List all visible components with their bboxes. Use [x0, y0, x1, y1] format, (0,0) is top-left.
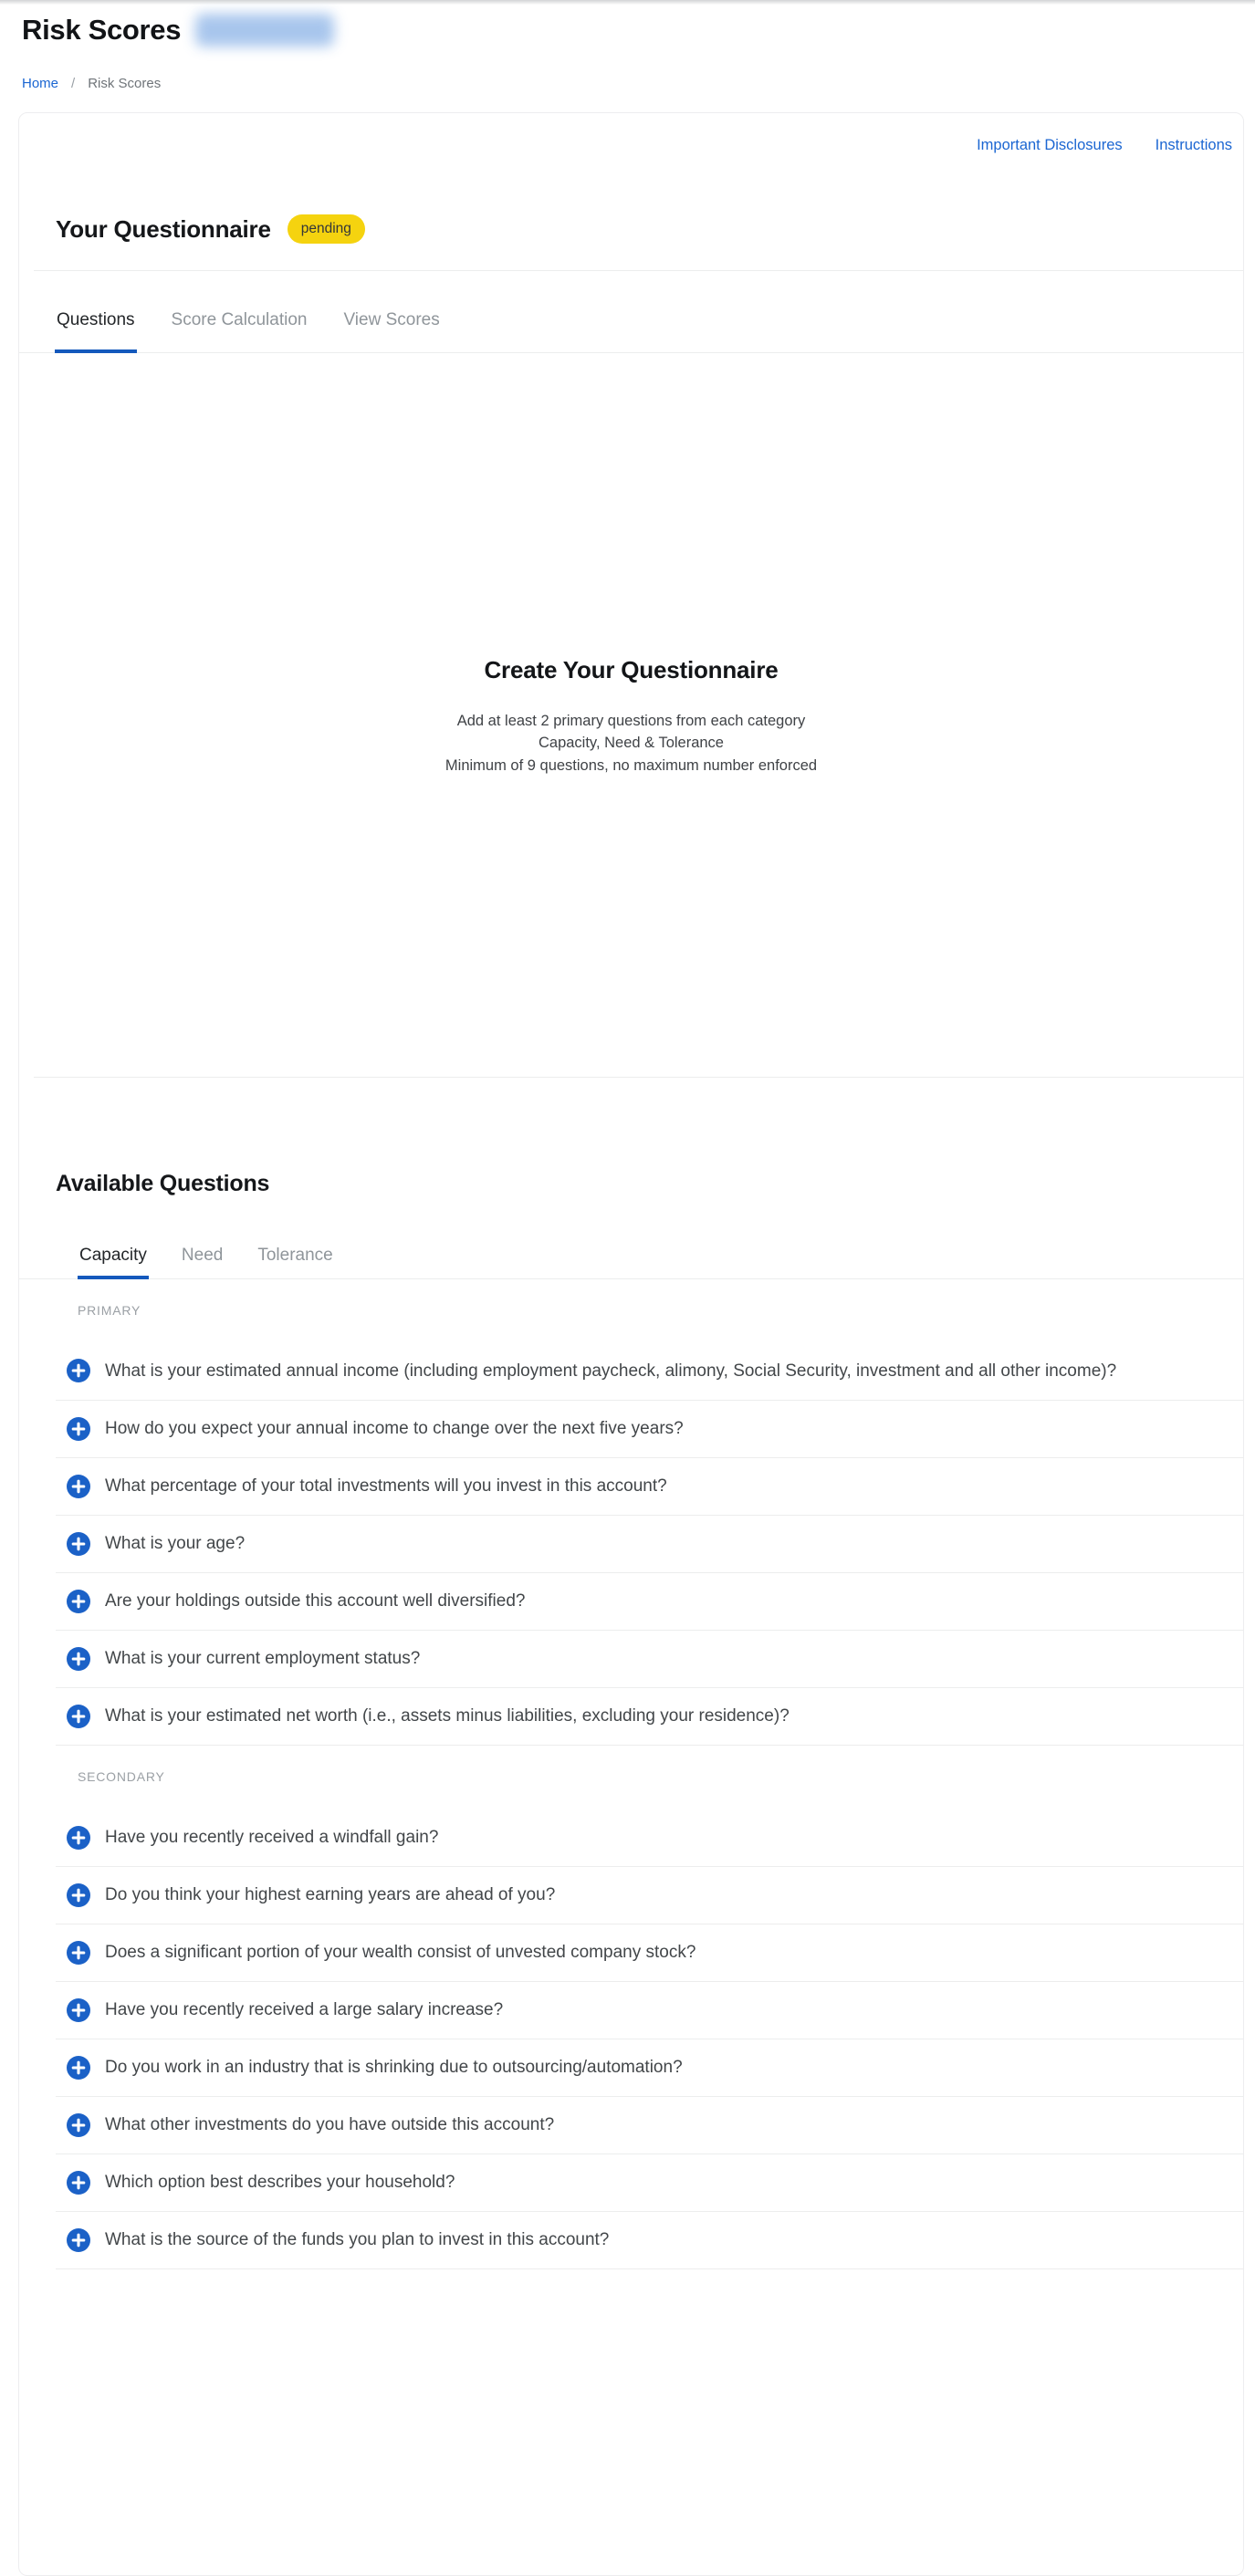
questionnaire-tabs — [19, 271, 1243, 353]
available-questions-section — [19, 1171, 1243, 2269]
breadcrumb — [22, 76, 1233, 91]
plus-icon — [67, 2171, 90, 2195]
add-question-button[interactable] — [67, 1826, 90, 1850]
empty-state — [19, 353, 1243, 1051]
question-text: What is your age? — [105, 1534, 246, 1553]
secondary-group-label: SECONDARY — [78, 1769, 165, 1784]
status-badge: pending — [288, 214, 365, 244]
question-text: Does a significant portion of your wealth consist of unvested company stock? — [105, 1943, 696, 1962]
question-text: Which option best describes your household? — [105, 2173, 455, 2192]
empty-state-line-2: Capacity, Need & Tolerance — [538, 735, 724, 751]
add-question-button[interactable] — [67, 1590, 90, 1613]
breadcrumb-separator: / — [71, 76, 76, 91]
add-question-button[interactable] — [67, 1998, 90, 2022]
add-question-button[interactable] — [67, 1705, 90, 1728]
question-text: How do you expect your annual income to change over the next five years? — [105, 1419, 684, 1438]
question-row-5 — [56, 1573, 1243, 1631]
add-question-button[interactable] — [67, 2113, 90, 2137]
available-questions-title: Available Questions — [56, 1171, 270, 1196]
questionnaire-tab-2[interactable] — [170, 271, 309, 353]
add-question-button[interactable] — [67, 1417, 90, 1441]
question-row-4 — [56, 1982, 1243, 2039]
questionnaire-tab-1[interactable] — [55, 271, 137, 353]
question-text: What is the source of the funds you plan to invest in this account? — [105, 2230, 610, 2249]
plus-icon — [67, 1532, 90, 1556]
empty-state-line-3: Minimum of 9 questions, no maximum number enforced — [444, 756, 818, 774]
card-header-links — [19, 113, 1243, 154]
question-text: What is your estimated annual income (including employment paycheck, alimony, Social Security, investment and all other income)? — [105, 1361, 1117, 1381]
question-row-5 — [56, 2039, 1243, 2097]
plus-icon — [67, 1705, 90, 1728]
tab-label: View Scores — [343, 309, 440, 329]
instructions-link[interactable]: Instructions — [1155, 137, 1232, 153]
redacted-title-badge — [195, 14, 334, 47]
plus-icon — [67, 2113, 90, 2137]
question-row-7 — [56, 2154, 1243, 2212]
question-row-3 — [56, 1458, 1243, 1516]
add-question-button[interactable] — [67, 1532, 90, 1556]
plus-icon — [67, 1941, 90, 1965]
question-text: What is your current employment status? — [105, 1649, 421, 1668]
plus-icon — [67, 1647, 90, 1671]
breadcrumb-current: Risk Scores — [88, 76, 162, 91]
tab-label: Score Calculation — [171, 309, 308, 329]
add-question-button[interactable] — [67, 2056, 90, 2080]
question-row-2 — [56, 1867, 1243, 1924]
category-tab-2[interactable] — [180, 1197, 225, 1279]
question-text: Do you work in an industry that is shrinking due to outsourcing/automation? — [105, 2058, 683, 2077]
question-row-2 — [56, 1401, 1243, 1458]
page-title: Risk Scores — [22, 14, 182, 46]
tab-label: Capacity — [79, 1246, 147, 1265]
add-question-button[interactable] — [67, 1883, 90, 1907]
question-row-1 — [56, 1809, 1243, 1867]
question-row-1 — [56, 1343, 1243, 1401]
add-question-button[interactable] — [67, 2228, 90, 2252]
question-row-6 — [56, 2097, 1243, 2154]
plus-icon — [67, 1417, 90, 1441]
tab-label: Tolerance — [257, 1246, 333, 1265]
secondary-question-list — [56, 1809, 1243, 2269]
plus-icon — [67, 1475, 90, 1498]
question-row-7 — [56, 1688, 1243, 1746]
add-question-button[interactable] — [67, 1475, 90, 1498]
add-question-button[interactable] — [67, 2171, 90, 2195]
plus-icon — [67, 1359, 90, 1382]
question-text: Have you recently received a windfall gain? — [105, 1828, 439, 1847]
category-tabs — [19, 1197, 1243, 1279]
question-row-3 — [56, 1924, 1243, 1982]
question-row-6 — [56, 1631, 1243, 1688]
question-text: Are your holdings outside this account well diversified? — [105, 1591, 526, 1611]
question-text: What percentage of your total investments will you invest in this account? — [105, 1476, 667, 1496]
plus-icon — [67, 2228, 90, 2252]
category-tab-3[interactable] — [256, 1197, 334, 1279]
question-text: Have you recently received a large salary increase? — [105, 2000, 504, 2019]
primary-question-list — [56, 1343, 1243, 1746]
questionnaire-card — [18, 112, 1244, 2576]
primary-group-label: PRIMARY — [78, 1303, 141, 1318]
page-header — [0, 5, 1255, 91]
tab-label: Need — [181, 1246, 224, 1265]
plus-icon — [67, 1883, 90, 1907]
question-row-4 — [56, 1516, 1243, 1573]
your-questionnaire-title: Your Questionnaire — [56, 214, 271, 243]
breadcrumb-home-link[interactable]: Home — [22, 76, 59, 91]
divider — [34, 1077, 1243, 1078]
add-question-button[interactable] — [67, 1647, 90, 1671]
question-row-8 — [56, 2212, 1243, 2269]
your-questionnaire-header — [19, 154, 1243, 244]
question-text: Do you think your highest earning years are ahead of you? — [105, 1885, 556, 1904]
questionnaire-tab-3[interactable] — [341, 271, 441, 353]
add-question-button[interactable] — [67, 1941, 90, 1965]
empty-state-title: Create Your Questionnaire — [484, 655, 779, 683]
empty-state-line-1: Add at least 2 primary questions from each category — [456, 712, 806, 729]
important-disclosures-link[interactable]: Important Disclosures — [977, 137, 1123, 153]
question-text: What is your estimated net worth (i.e., assets minus liabilities, excluding your residence)? — [105, 1706, 790, 1726]
plus-icon — [67, 1998, 90, 2022]
question-text: What other investments do you have outside this account? — [105, 2115, 555, 2134]
add-question-button[interactable] — [67, 1359, 90, 1382]
plus-icon — [67, 1590, 90, 1613]
plus-icon — [67, 1826, 90, 1850]
plus-icon — [67, 2056, 90, 2080]
category-tab-1[interactable] — [78, 1197, 149, 1279]
tab-label: Questions — [57, 309, 135, 329]
